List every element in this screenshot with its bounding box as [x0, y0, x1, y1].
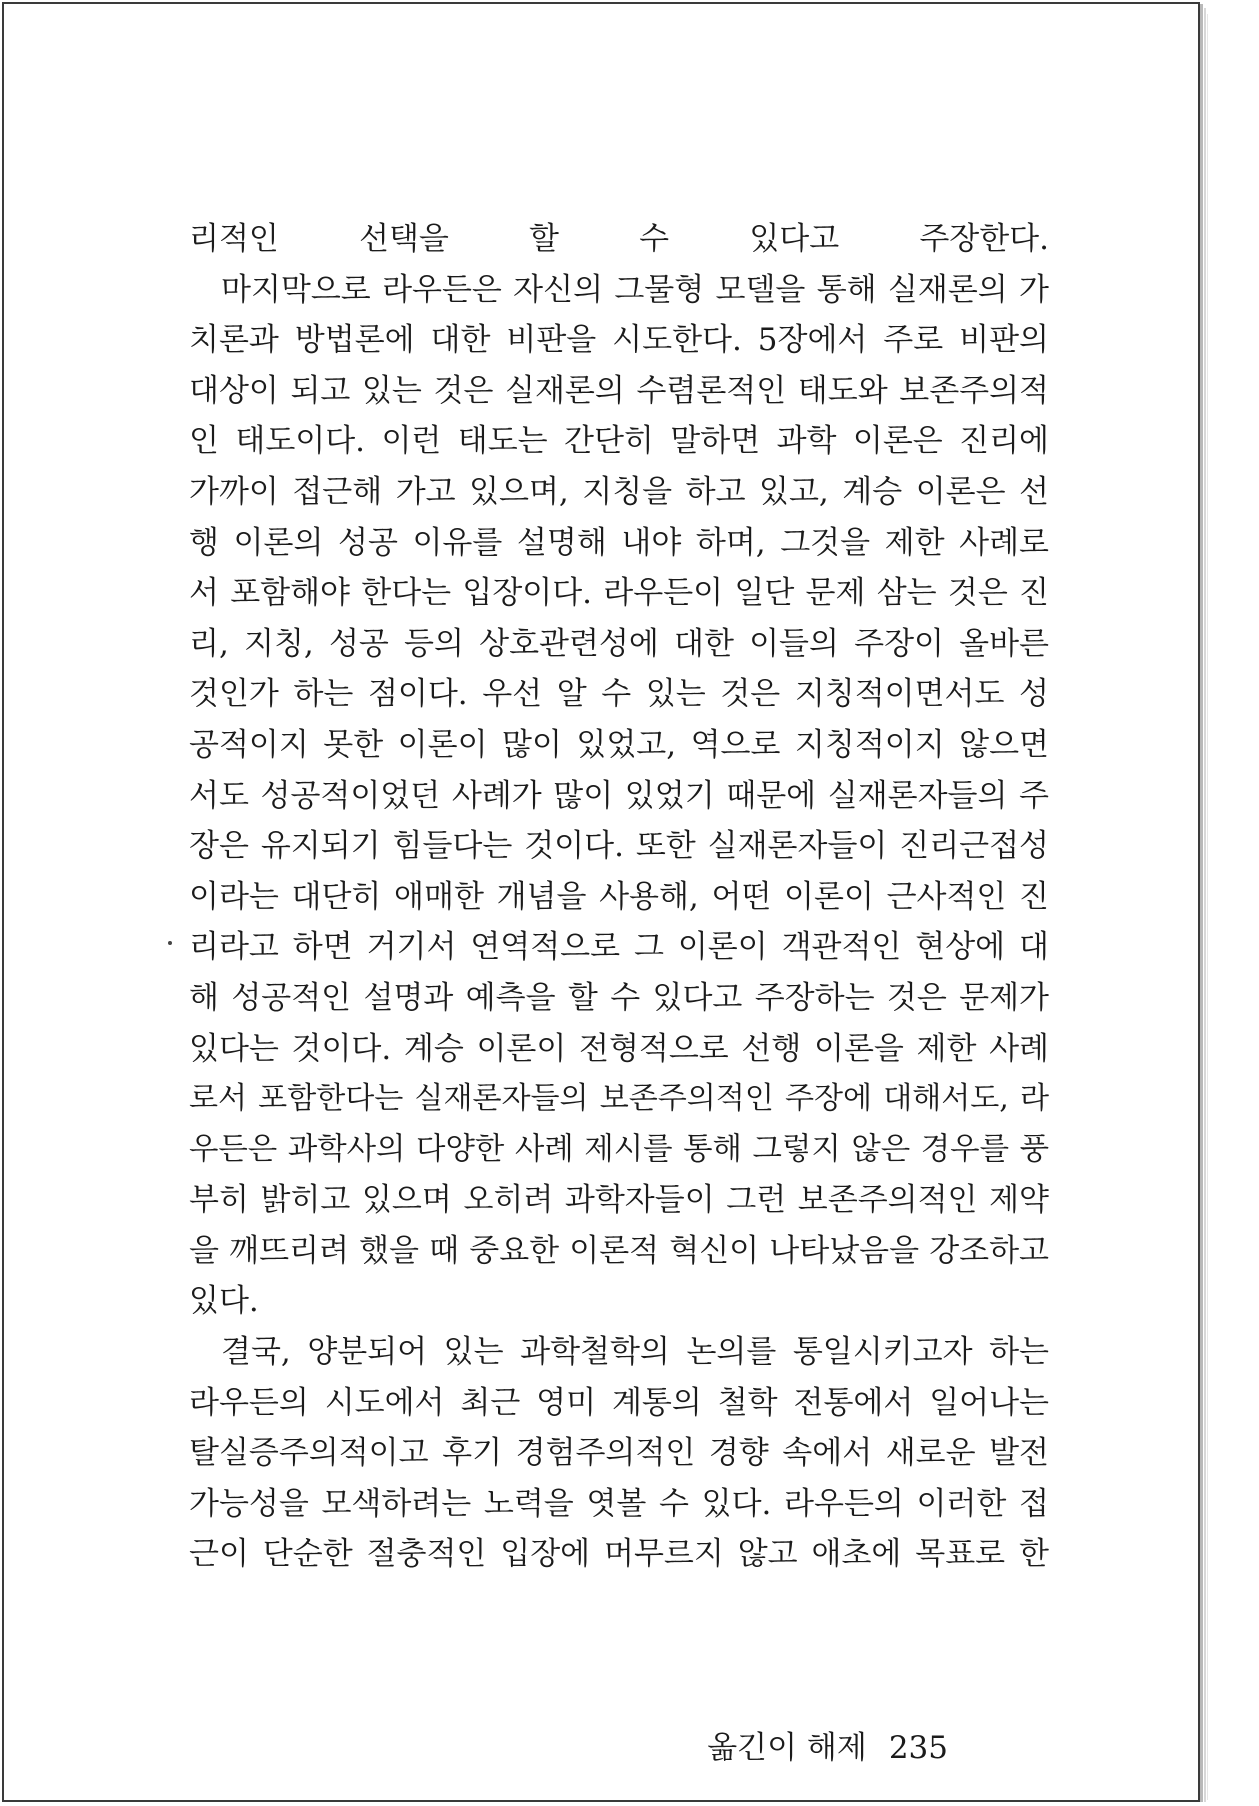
- text-line: 리라고 하면 거기서 연역적으로 그 이론이 객관적인 현상에 대: [189, 929, 1049, 966]
- text-line: 것인가 하는 점이다. 우선 알 수 있는 것은 지칭적이면서도 성: [189, 676, 1049, 713]
- margin-dot: [168, 941, 172, 945]
- page-edge: [1204, 8, 1206, 1802]
- text-line: 근이 단순한 절충적인 입장에 머무르지 않고 애초에 목표로 한: [189, 1536, 1049, 1573]
- text-line: 해 성공적인 설명과 예측을 할 수 있다고 주장하는 것은 문제가: [189, 979, 1049, 1016]
- text-line: 서 포함해야 한다는 입장이다. 라우든이 일단 문제 삼는 것은 진: [189, 575, 1049, 612]
- page-edge: [1200, 4, 1203, 1802]
- text-line: 리적인 선택을 할 수 있다고 주장한다.: [189, 221, 1049, 257]
- text-line: 있다.: [189, 1283, 259, 1320]
- text-line: 을 깨뜨리려 했을 때 중요한 이론적 혁신이 나타났음을 강조하고: [189, 1232, 1049, 1269]
- text-line: 마지막으로 라우든은 자신의 그물형 모델을 통해 실재론의 가: [221, 271, 1049, 308]
- page-edge: [1207, 14, 1208, 1800]
- text-line: 치론과 방법론에 대한 비판을 시도한다. 5장에서 주로 비판의: [189, 322, 1049, 359]
- page-number: 235: [888, 1730, 948, 1766]
- text-line: 라우든의 시도에서 최근 영미 계통의 철학 전통에서 일어나는: [189, 1384, 1049, 1421]
- text-line: 탈실증주의적이고 후기 경험주의적인 경향 속에서 새로운 발전: [189, 1435, 1049, 1472]
- text-line: 대상이 되고 있는 것은 실재론의 수렴론적인 태도와 보존주의적: [189, 372, 1049, 409]
- text-line: 서도 성공적이었던 사례가 많이 있었기 때문에 실재론자들의 주: [189, 777, 1049, 814]
- text-line: 결국, 양분되어 있는 과학철학의 논의를 통일시키고자 하는: [221, 1334, 1049, 1371]
- book-page: [2, 2, 1200, 1802]
- text-line: 이라는 대단히 애매한 개념을 사용해, 어떤 이론이 근사적인 진: [189, 878, 1049, 915]
- text-line: 있다는 것이다. 계승 이론이 전형적으로 선행 이론을 제한 사례: [189, 1030, 1049, 1067]
- text-line: 공적이지 못한 이론이 많이 있었고, 역으로 지칭적이지 않으면: [189, 726, 1049, 763]
- text-line: 부히 밝히고 있으며 오히려 과학자들이 그런 보존주의적인 제약: [189, 1182, 1049, 1219]
- text-line: 가능성을 모색하려는 노력을 엿볼 수 있다. 라우든의 이러한 접: [189, 1485, 1049, 1522]
- text-line: 행 이론의 성공 이유를 설명해 내야 하며, 그것을 제한 사례로: [189, 524, 1049, 561]
- text-line: 가까이 접근해 가고 있으며, 지칭을 하고 있고, 계승 이론은 선: [189, 473, 1049, 510]
- text-line: 장은 유지되기 힘들다는 것이다. 또한 실재론자들이 진리근접성: [189, 828, 1049, 865]
- body-text: [189, 214, 1049, 1580]
- text-line: 로서 포함한다는 실재론자들의 보존주의적인 주장에 대해서도, 라: [189, 1081, 1049, 1117]
- running-title: 옮긴이 해제: [707, 1730, 867, 1766]
- text-line: 인 태도이다. 이런 태도는 간단히 말하면 과학 이론은 진리에: [189, 423, 1049, 460]
- page-footer: [707, 1722, 948, 1767]
- text-line: 우든은 과학사의 다양한 사례 제시를 통해 그렇지 않은 경우를 풍: [189, 1131, 1049, 1167]
- text-line: 리, 지칭, 성공 등의 상호관련성에 대한 이들의 주장이 올바른: [189, 625, 1049, 662]
